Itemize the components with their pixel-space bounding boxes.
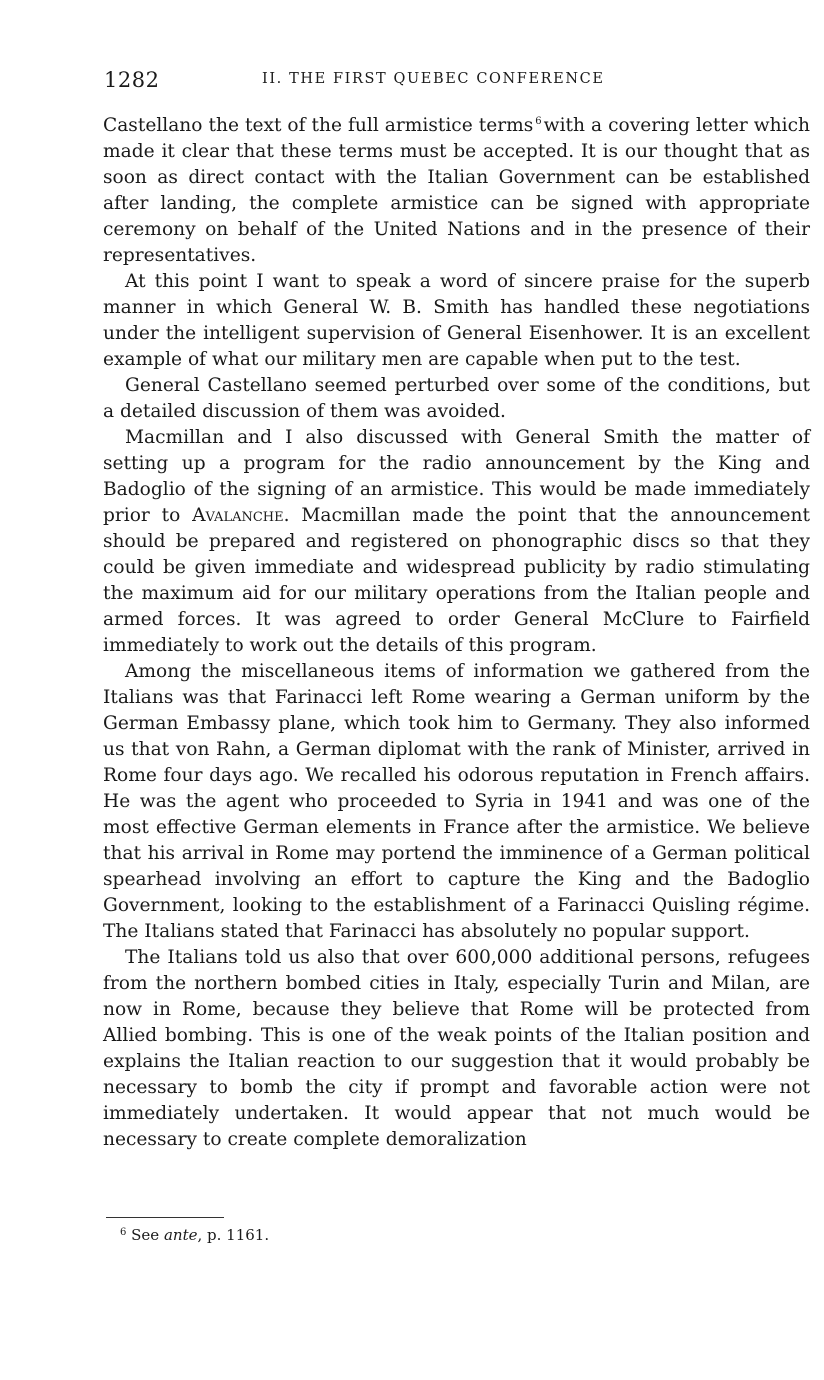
paragraph-2: At this point I want to speak a word of sincere praise for the superb manner in which General W. B. Smith has handled these negotiations under the intelligent supervision of General Eisenhower. It is an excellent example of what our military men are capable when put to the test. (103, 271, 810, 370)
footnote-text-cont: , p. 1161. (197, 1226, 270, 1244)
footnote-divider (106, 1217, 224, 1218)
footnote-text: See (131, 1226, 160, 1244)
paragraph-5: Among the miscellaneous items of information we gathered from the Italians was that Farinacci left Rome wearing a German uniform by the German Embassy plane, which took him to Germany. They also informed us that von Rahn, a German diplomat with the rank of Minister, arrived in Rome four days ago. We recalled his odorous reputation in French affairs. He was the agent who proceeded to Syria in 1941 and was one of the most effective German elements in France after the armistice. We believe that his arrival in Rome may portend the imminence of a German political spearhead involving an effort to capture the King and the Badoglio Government, looking to the establishment of a Farinacci Quisling régime. The Italians stated that Farinacci has absolutely no popular support. (103, 661, 810, 942)
footnote-reference: 6 (535, 116, 542, 127)
page-number: 1282 (104, 68, 160, 92)
footnote-mark: 6 (120, 1227, 127, 1238)
paragraph-3: General Castellano seemed perturbed over some of the conditions, but a detailed discussion of them was avoided. (103, 375, 810, 422)
footnote (120, 1226, 269, 1244)
operation-name: Avalanche (192, 505, 284, 526)
paragraph-1-text-cont: with a covering letter which made it clear that these terms must be accepted. It is our thought that as soon as direct contact with the Italian Government can be established after landing, the complete armistice can be signed with appropriate ceremony on behalf of the United Nations and in the presence of their representatives. (103, 115, 810, 266)
body-text (103, 113, 810, 1153)
paragraph-1 (103, 113, 810, 269)
paragraph-4-text: Macmillan and I also discussed with General Smith the matter of setting up a program for the radio announcement by the King and Badoglio of the signing of an armistice. This would be made immediately prior to (103, 427, 810, 526)
running-head: II. THE FIRST QUEBEC CONFERENCE (262, 71, 605, 87)
paragraph-4-text-cont: . Macmillan made the point that the announcement should be prepared and registered on phonographic discs so that they could be given immediate and widespread publicity by radio stimulating the maximum aid for our military operations from the Italian people and armed forces. It was agreed to order General McClure to Fairfield immediately to work out the details of this program. (103, 505, 810, 656)
page-header (104, 68, 784, 98)
footnote-italic: ante (163, 1226, 198, 1244)
paragraph-1-text: Castellano the text of the full armistice terms (103, 115, 534, 136)
paragraph-6: The Italians told us also that over 600,000 additional persons, refugees from the northern bombed cities in Italy, especially Turin and Milan, are now in Rome, because they believe that Rome will be protected from Allied bombing. This is one of the weak points of the Italian position and explains the Italian reaction to our suggestion that it would probably be necessary to bomb the city if prompt and favorable action were not immediately undertaken. It would appear that not much would be necessary to create complete demoralization (103, 947, 810, 1150)
paragraph-4 (103, 425, 810, 659)
